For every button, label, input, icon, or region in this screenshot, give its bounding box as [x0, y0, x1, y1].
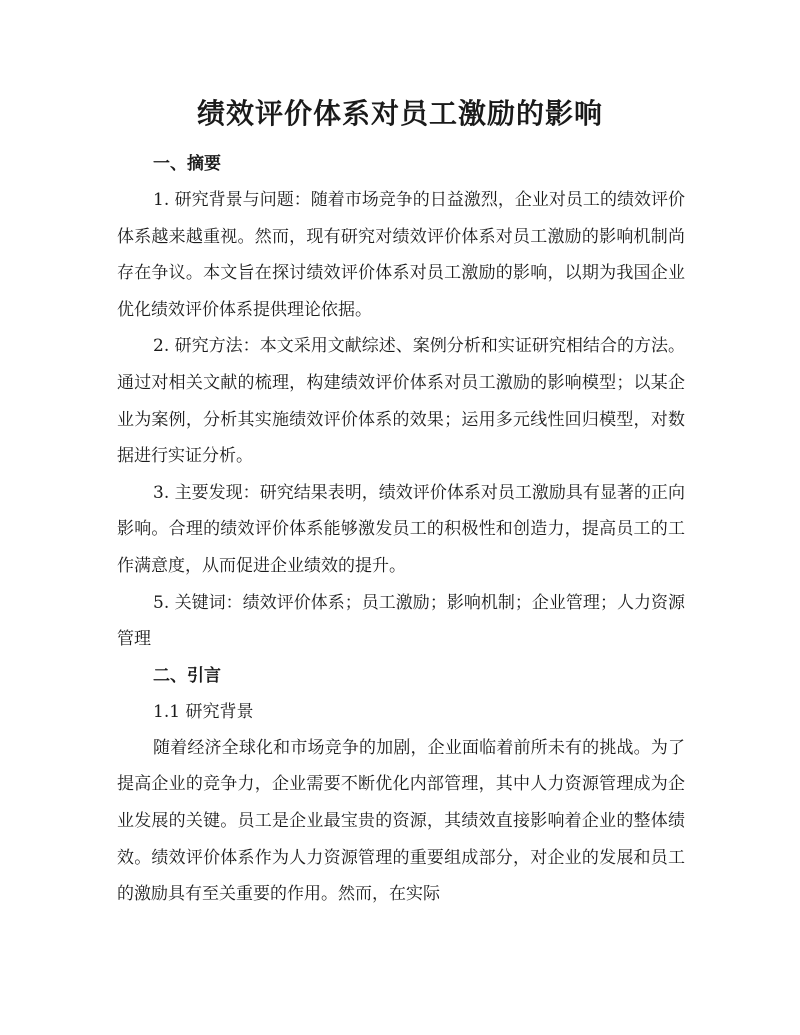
subsection-heading-background: 1.1 研究背景	[153, 701, 254, 722]
section-heading-introduction: 二、引言	[153, 665, 221, 686]
abstract-paragraph-findings: 3. 主要发现：研究结果表明，绩效评价体系对员工激励具有显著的正向影响。合理的绩效评价体系能够激发员工的积极性和创造力，提高员工的工作满意度，从而促进企业绩效的提升。	[117, 482, 685, 576]
abstract-paragraph-background: 1. 研究背景与问题：随着市场竞争的日益激烈，企业对员工的绩效评价体系越来越重视。然而，现有研究对绩效评价体系对员工激励的影响机制尚存在争议。本文旨在探讨绩效评价体系对员工激励的影响，以期为我国企业优化绩效评价体系提供理论依据。	[117, 190, 685, 320]
abstract-paragraph-keywords: 5. 关键词：绩效评价体系；员工激励；影响机制；企业管理；人力资源管理	[117, 592, 685, 650]
abstract-paragraph-methods: 2. 研究方法：本文采用文献综述、案例分析和实证研究相结合的方法。通过对相关文献的梳理，构建绩效评价体系对员工激励的影响模型；以某企业为案例，分析其实施绩效评价体系的效果；运用多元线性回归模型，对数据进行实证分析。	[117, 336, 685, 467]
document-title: 绩效评价体系对员工激励的影响	[196, 97, 603, 130]
section-heading-abstract: 一、摘要	[153, 154, 221, 174]
document-body	[117, 146, 685, 913]
introduction-paragraph: 随着经济全球化和市场竞争的加剧，企业面临着前所未有的挑战。为了提高企业的竞争力，企业需要不断优化内部管理，其中人力资源管理成为企业发展的关键。员工是企业最宝贵的资源，其绩效直接影响着企业的整体绩效。绩效评价体系作为人力资源管理的重要组成部分，对企业的发展和员工的激励具有至关重要的作用。然而，在实际	[117, 737, 685, 905]
